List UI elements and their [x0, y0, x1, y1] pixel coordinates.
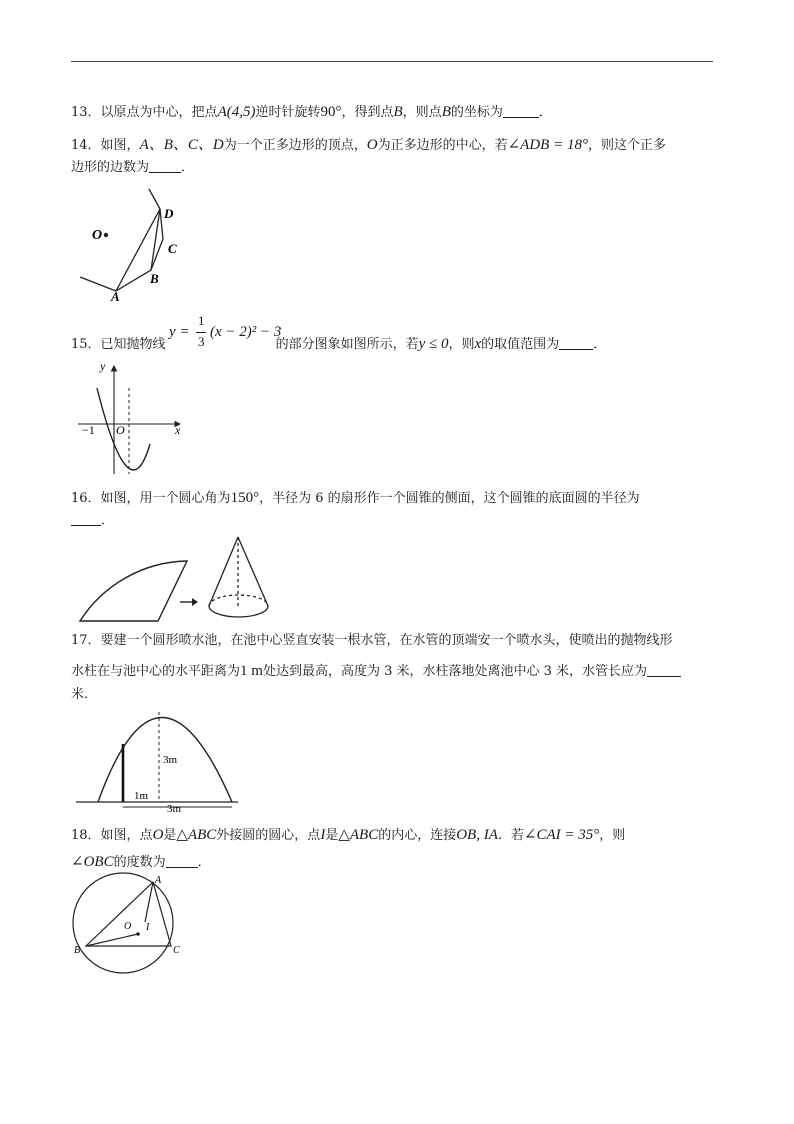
- q15-parabola-figure: [76, 358, 188, 478]
- q18-number: 18．: [71, 828, 101, 843]
- question-16: 16．如图，用一个圆心角为150°，半径为 6 的扇形作一个圆锥的侧面，这个圆锥的底面圆的半径为: [71, 490, 640, 506]
- sector-shape: [80, 561, 187, 621]
- segment-ob: [86, 934, 138, 946]
- q13-angle: 90°: [320, 104, 342, 120]
- label-b: B: [74, 945, 81, 956]
- label-height-3m: 3m: [163, 754, 178, 766]
- question-17: 17．要建一个圆形喷水池，在池中心竖直安装一根水管，在水管的顶端安一个喷水头，使喷出的抛物线形: [71, 633, 673, 648]
- point-o: [136, 932, 140, 936]
- question-18: 18．如图，点O是△ABC外接圆的圆心，点I是△ABC的内心，连接OB, IA．若∠CAI = 35°，则: [71, 827, 626, 843]
- answer-blank[interactable]: [71, 513, 101, 526]
- question-14-line2: 边形的边数为 ．: [71, 160, 195, 175]
- answer-blank[interactable]: [503, 105, 539, 118]
- question-18-line2: ∠OBC的度数为 ．: [71, 854, 211, 870]
- header-rule: [71, 61, 713, 62]
- q17-distance: 1 m: [240, 663, 263, 679]
- q18-circle-figure: [72, 872, 194, 978]
- fraction-bar: [196, 332, 206, 333]
- question-17-line3: 米．: [71, 687, 98, 702]
- q13-point-a: A(4,5): [217, 104, 256, 120]
- q14-polygon-figure: [74, 184, 194, 302]
- label-c: C: [168, 241, 177, 256]
- q17-fountain-figure: [74, 706, 244, 814]
- circumcircle: [73, 873, 173, 973]
- question-17-line2: 水柱在与池中心的水平距离为1 m处达到最高，高度为 3 米，水柱落地处离池中心 3 米，水管长应为: [71, 662, 681, 681]
- question-14: 14．如图，A、B、C、D为一个正多边形的顶点，O为正多边形的中心，若∠ADB = 18°，则这个正多: [71, 137, 666, 153]
- q18-angle: ∠CAI = 35°: [523, 827, 600, 843]
- label-o: O: [92, 228, 103, 243]
- label-a: A: [155, 875, 162, 886]
- label-o: O: [124, 921, 132, 932]
- answer-blank[interactable]: [647, 664, 681, 677]
- q16-angle: 150°: [230, 490, 260, 506]
- answer-blank[interactable]: [149, 160, 181, 173]
- label-a: A: [111, 289, 120, 302]
- label-d: D: [164, 206, 174, 221]
- q16-number: 16．: [71, 491, 101, 506]
- label-o: O: [116, 423, 125, 437]
- label-y: y: [100, 359, 106, 373]
- q14-number: 14．: [71, 138, 101, 153]
- q16-sector-cone-figure: [74, 533, 280, 625]
- label-x: x: [175, 423, 181, 437]
- question-13: 13．以原点为中心，把点A(4,5)逆时针旋转90°，得到点B，则点B的坐标为 ．: [71, 104, 552, 120]
- q15-number: 15．: [71, 337, 101, 352]
- cone-shape: [209, 537, 268, 617]
- q15-condition: y ≤ 0: [418, 336, 449, 352]
- q14-angle: ∠ADB = 18°: [507, 137, 588, 153]
- label-radius-3m: 3m: [167, 803, 182, 814]
- q17-number: 17．: [71, 633, 101, 648]
- label-neg1: −1: [82, 423, 95, 437]
- label-1m: 1m: [134, 790, 149, 802]
- answer-blank[interactable]: [166, 855, 198, 868]
- question-15: 15．已知抛物线 的部分图象如图所示，若y ≤ 0，则x的取值范围为 ．: [71, 336, 607, 352]
- answer-blank[interactable]: [559, 337, 593, 350]
- center-point: [104, 233, 108, 237]
- question-16-line2: ．: [71, 512, 114, 530]
- q13-number: 13．: [71, 105, 101, 120]
- label-c: C: [173, 945, 180, 956]
- label-b: B: [150, 271, 159, 286]
- label-i: I: [146, 922, 150, 933]
- arrow-head-icon: [192, 598, 198, 606]
